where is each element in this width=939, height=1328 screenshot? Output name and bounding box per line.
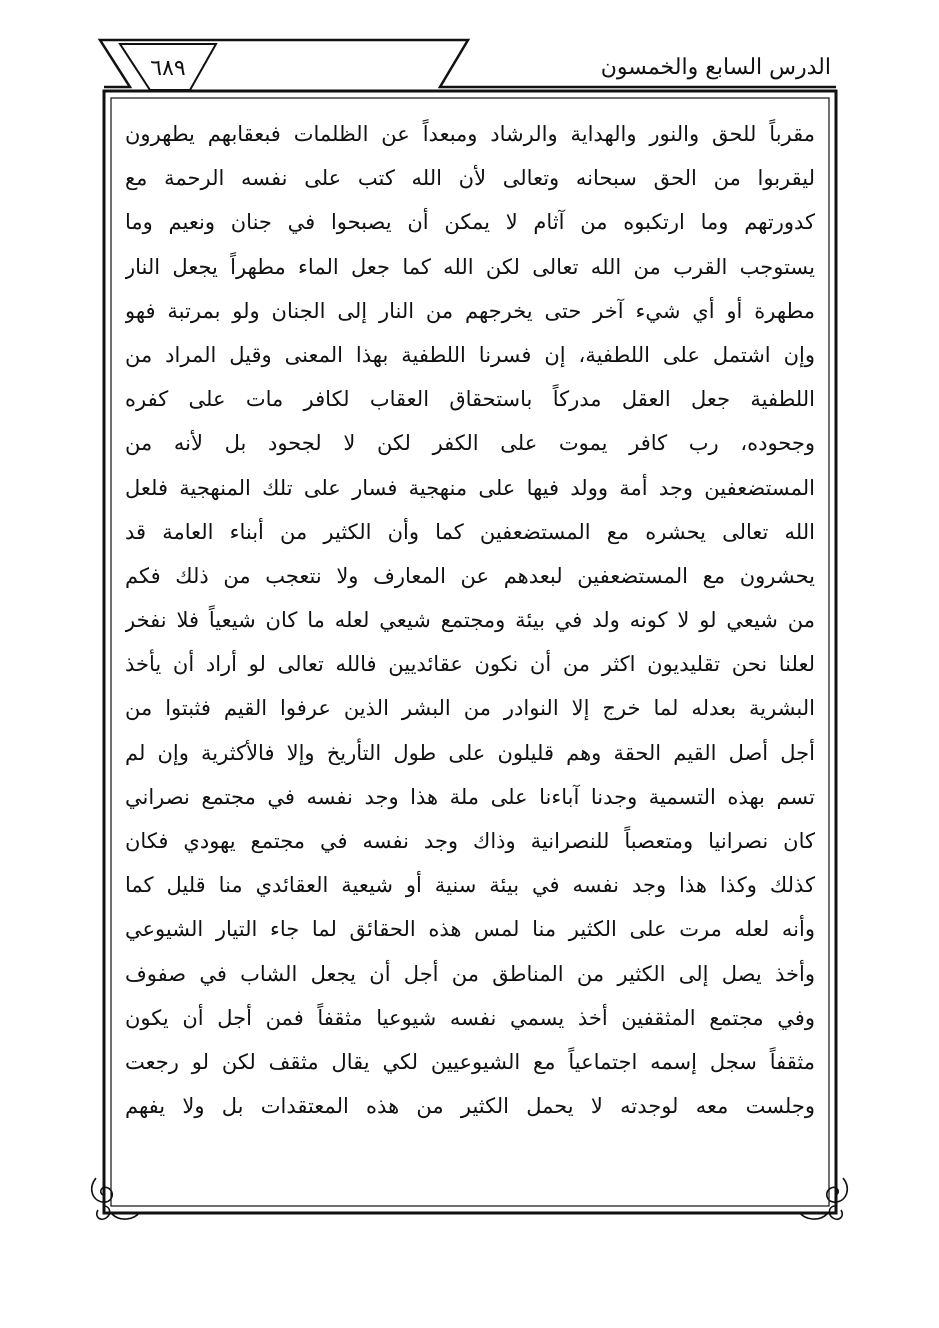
page-number: ٦٨٩ — [150, 56, 186, 81]
text-line: كدورتهم وما ارتكبوه من آثام لا يمكن أن يصبحوا في جنان ونعيم وما — [125, 210, 815, 235]
text-line: مقرباً للحق والنور والهداية والرشاد ومبعداً عن الظلمات فبعقابهم يطهرون — [125, 122, 815, 146]
text-line: وإن اشتمل على اللطفية، إن فسرنا اللطفية بهذا المعنى وقيل المراد من — [125, 342, 815, 367]
text-line: تسم بهذه التسمية وجدنا آباءنا على ملة هذا وجد نفسه في مجتمع نصراني — [125, 784, 815, 809]
text-line: وأخذ يصل إلى الكثير من المناطق من أجل أن يجعل الشاب في صفوف — [125, 961, 815, 986]
text-line: ليقربوا من الحق سبحانه وتعالى لأن الله كتب على نفسه الرحمة مع — [125, 166, 815, 191]
text-line: أجل أصل القيم الحقة وهم قليلون على طول التأريخ وإلا فالأكثرية وإن لم — [125, 740, 815, 765]
chapter-title: الدرس السابع والخمسون — [600, 55, 831, 80]
text-line: البشرية بعدله لما خرج إلا النوادر من البشر الذين عرفوا القيم فثبتوا من — [125, 696, 815, 721]
text-line: من شيعي لو لا كونه ولد في بيئة ومجتمع شيعي لعله ما كان شيعياً فلا نفخر — [125, 608, 815, 633]
text-line: يحشرون مع المستضعفين لبعدهم عن المعارف ولا نتعجب من ذلك فكم — [125, 563, 815, 588]
text-line: كذلك وكذا هذا وجد نفسه في بيئة سنية أو شيعية العقائدي منا قليل كما — [125, 873, 815, 898]
text-line: وأنه لعله مرت على الكثير منا لمس هذه الحقائق لما جاء التيار الشيوعي — [125, 917, 815, 942]
text-line: وفي مجتمع المثقفين أخذ يسمي نفسه شيوعيا مثقفاً فمن أجل أن يكون — [125, 1005, 815, 1030]
text-line: مطهرة أو أي شيء آخر حتى يخرجهم من النار إلى الجنان ولو بمرتبة فهو — [125, 298, 815, 323]
text-line: الله تعالى يحشره مع المستضعفين كما وأن الكثير من أبناء العامة قد — [125, 519, 815, 544]
text-line: وجحوده، رب كافر يموت على الكفر لكن لا لجحود بل لأنه من — [125, 431, 815, 456]
text-line: مثقفاً سجل إسمه اجتماعياً مع الشيوعيين لكي يقال مثقف لكن لو رجعت — [125, 1049, 815, 1074]
text-line: وجلست معه لوجدته لا يحمل الكثير من هذه المعتقدات بل ولا يفهم — [125, 1094, 815, 1119]
text-line: المستضعفين وجد أمة وولد فيها على منهجية فسار على تلك المنهجية فلعل — [125, 475, 815, 500]
text-line: كان نصرانيا ومتعصباً للنصرانية وذاك وجد نفسه في مجتمع يهودي فكان — [125, 829, 815, 853]
text-line: اللطفية جعل العقل مدركاً باستحقاق العقاب لكافر مات على كفره — [125, 387, 815, 412]
text-line: لعلنا نحن تقليديون اكثر من أن نكون عقائديين فالله تعالى لو أراد أن يأخذ — [125, 652, 815, 677]
text-line: يستوجب القرب من الله تعالى لكن الله كما جعل الماء مطهراً يجعل النار — [125, 254, 815, 279]
body-text — [125, 112, 815, 1192]
